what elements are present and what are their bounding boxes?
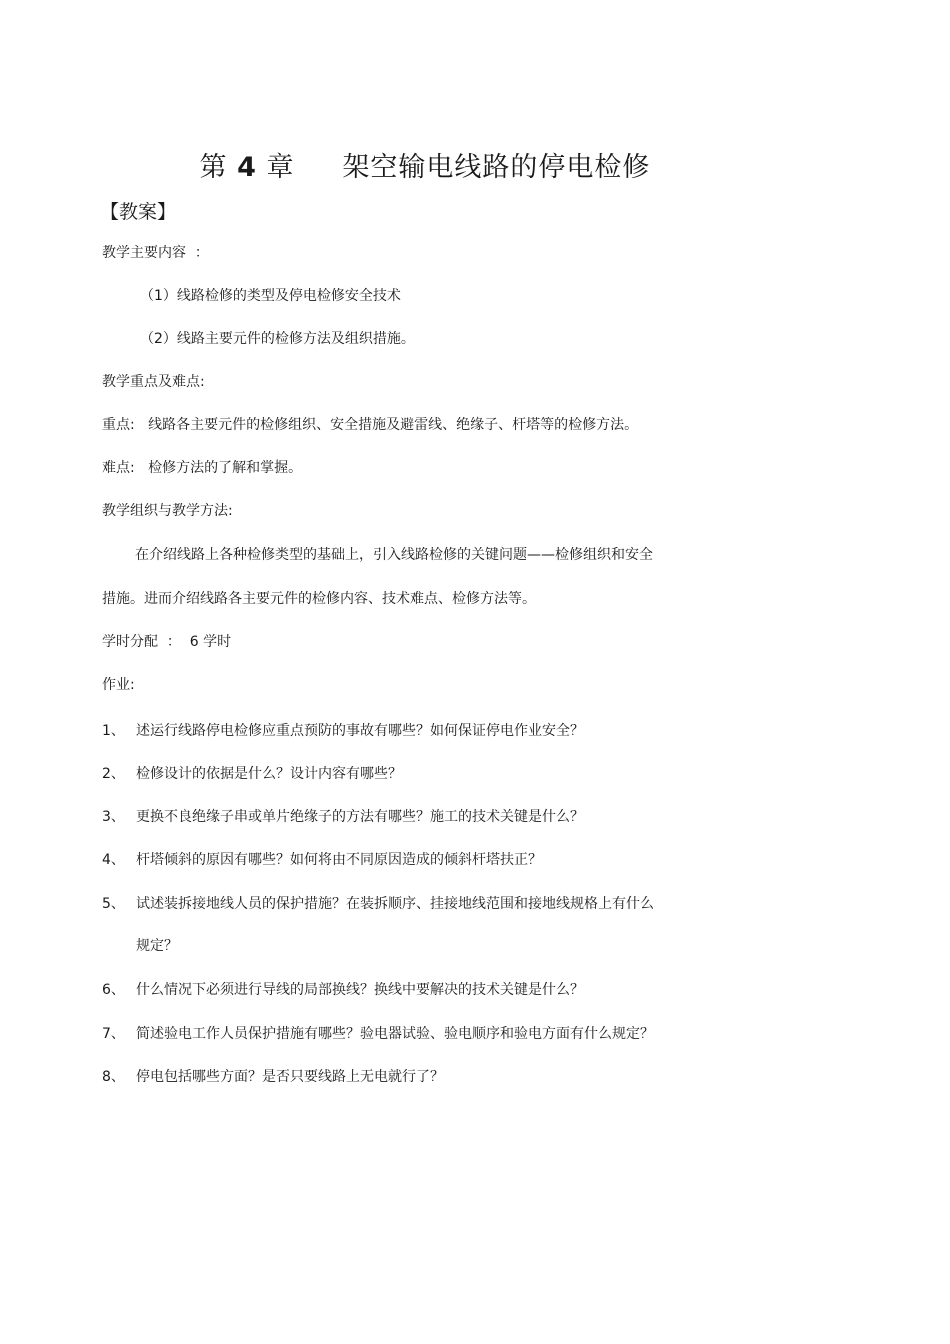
homework-number: 3、	[102, 809, 125, 825]
method-text-line-2: 措施。进而介绍线路各主要元件的检修内容、技术难点、检修方法等。	[102, 591, 536, 607]
homework-question: 停电包括哪些方面？是否只要线路上无电就行了？	[136, 1069, 444, 1085]
chapter-title-suffix: 章 架空输电线路的停电检修	[256, 152, 651, 183]
homework-question: 简述验电工作人员保护措施有哪些？验电器试验、验电顺序和验电方面有什么规定？	[136, 1026, 654, 1042]
homework-number: 1、	[102, 723, 125, 739]
content-label: 教学主要内容 ：	[102, 245, 209, 261]
homework-number: 5、	[102, 896, 125, 912]
chapter-number: 4	[237, 152, 257, 183]
content-item-1: （1）线路检修的类型及停电检修安全技术	[140, 288, 401, 304]
homework-number: 7、	[102, 1026, 125, 1042]
chapter-title-prefix: 第	[199, 152, 238, 183]
homework-question: 杆塔倾斜的原因有哪些？如何将由不同原因造成的倾斜杆塔扶正？	[136, 852, 542, 868]
homework-question: 述运行线路停电检修应重点预防的事故有哪些？如何保证停电作业安全？	[136, 723, 584, 739]
method-text-line-1: 在介绍线路上各种检修类型的基础上，引入线路检修的关键问题——检修组织和安全	[135, 547, 653, 563]
homework-number: 6、	[102, 982, 125, 998]
homework-question: 什么情况下必须进行导线的局部换线？换线中要解决的技术关键是什么？	[136, 982, 584, 998]
chapter-title	[0, 148, 850, 188]
homework-question: 检修设计的依据是什么？设计内容有哪些？	[136, 766, 402, 782]
homework-question-continued: 规定？	[136, 938, 178, 954]
difficult-point: 难点: 检修方法的了解和掌握。	[102, 460, 303, 476]
homework-number: 4、	[102, 852, 125, 868]
homework-number: 2、	[102, 766, 125, 782]
content-item-2: （2）线路主要元件的检修方法及组织措施。	[140, 331, 415, 347]
key-point: 重点: 线路各主要元件的检修组织、安全措施及避雷线、绝缘子、杆塔等的检修方法。	[102, 417, 639, 433]
homework-question: 试述装拆接地线人员的保护措施？在装拆顺序、挂接地线范围和接地线规格上有什么	[136, 896, 654, 912]
homework-label: 作业:	[102, 677, 135, 693]
homework-question: 更换不良绝缘子串或单片绝缘子的方法有哪些？施工的技术关键是什么？	[136, 809, 584, 825]
method-label: 教学组织与教学方法:	[102, 503, 233, 519]
hours-allocation: 学时分配 ： 6 学时	[102, 634, 232, 650]
section-heading: 【教案】	[100, 201, 177, 223]
key-label: 教学重点及难点:	[102, 374, 205, 390]
homework-number: 8、	[102, 1069, 125, 1085]
